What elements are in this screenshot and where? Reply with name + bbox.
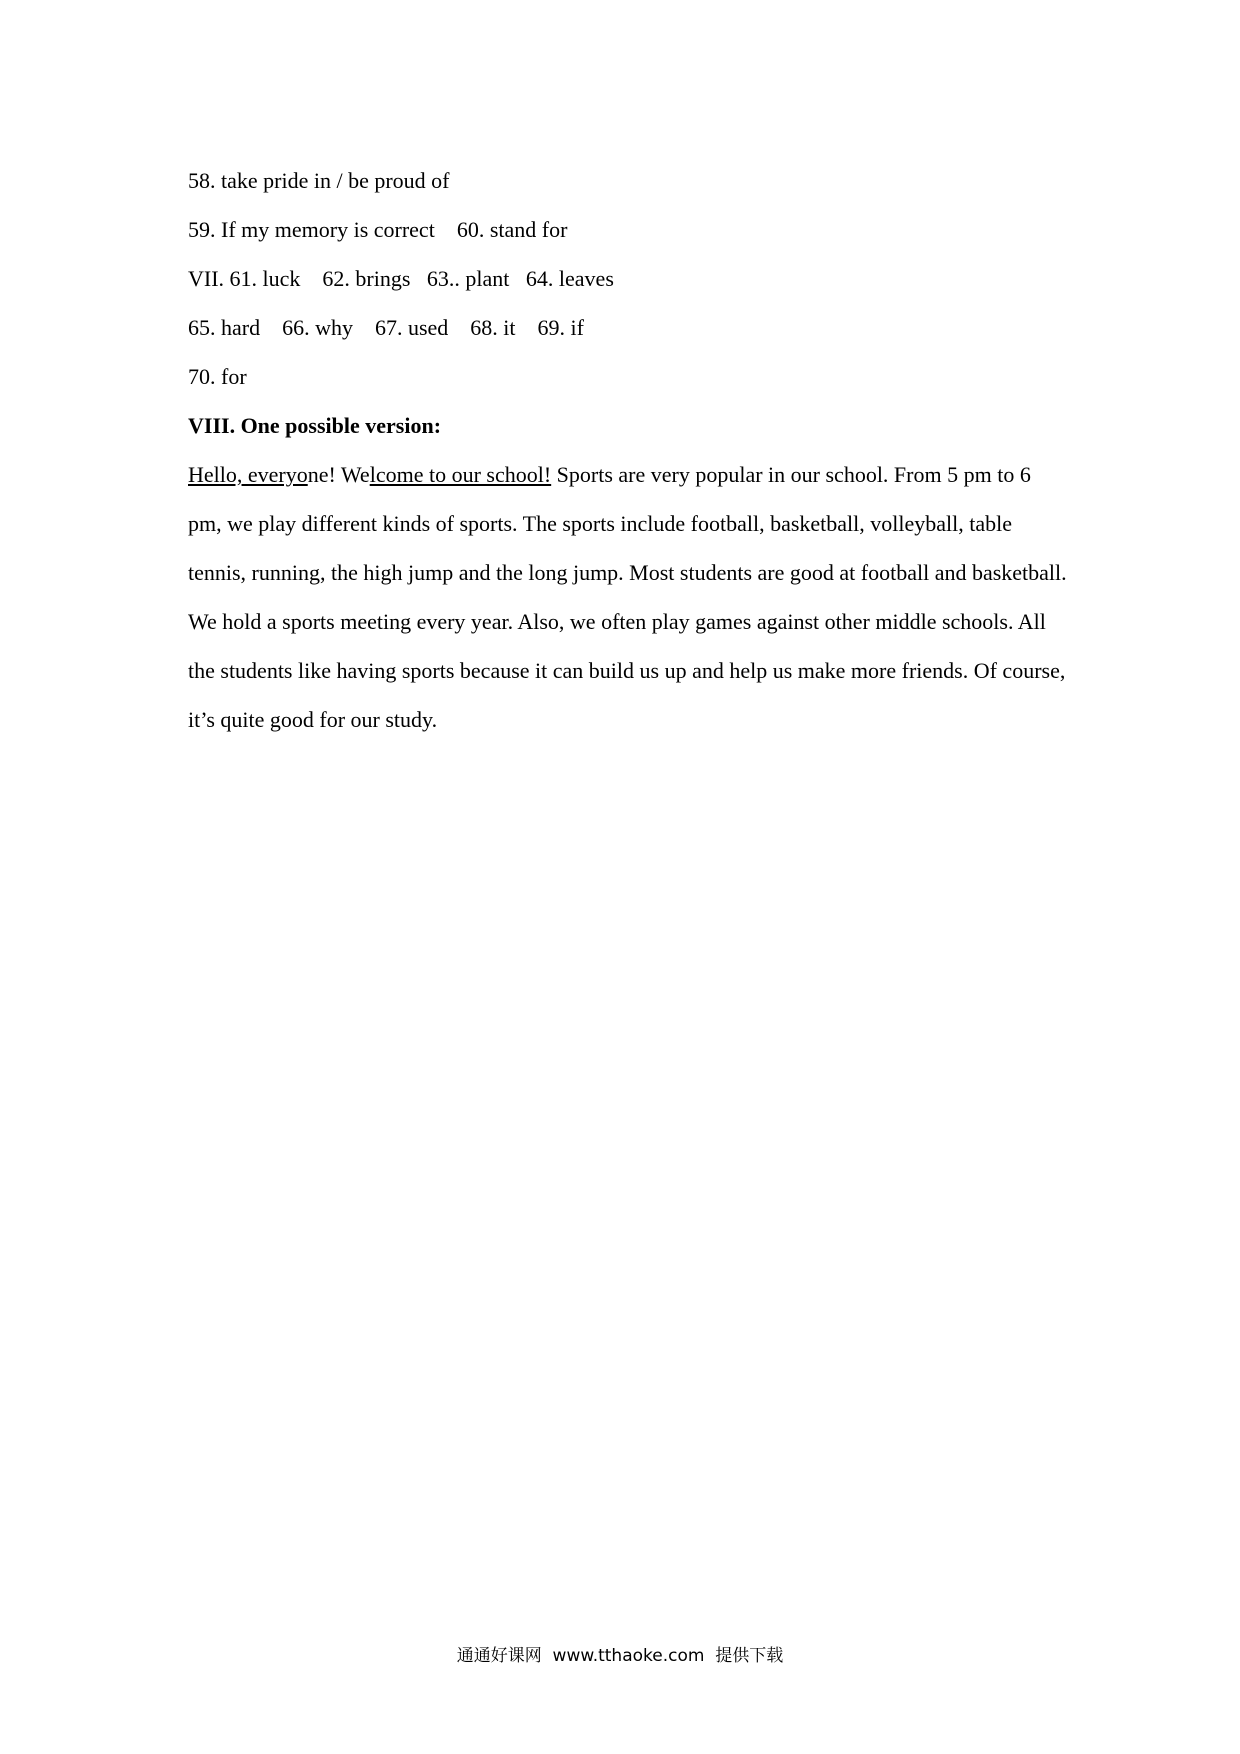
- page-content: [188, 156, 1068, 744]
- answer-line-61-64: VII. 61. luck 62. brings 63.. plant 64. leaves: [188, 266, 614, 291]
- answer-line-65-69: 65. hard 66. why 67. used 68. it 69. if: [188, 315, 584, 340]
- answer-line-58: 58. take pride in / be proud of: [188, 168, 450, 193]
- section-heading: VIII. One possible version:: [188, 413, 442, 438]
- answer-line-70: 70. for: [188, 364, 247, 389]
- essay-underlined-welcome: lcome to our school!: [369, 462, 552, 487]
- answer-line-59-60: 59. If my memory is correct 60. stand for: [188, 217, 568, 242]
- essay-text-segment: ne! We: [307, 462, 370, 487]
- essay-underlined-greeting: Hello, everyo: [188, 462, 308, 487]
- essay-paragraph: [188, 450, 1068, 744]
- essay-body: Sports are very popular in our school. From 5 pm to 6 pm, we play different kinds of sports. The sports include football, basketball, volleyball, table tennis, running, the high jump and the long jump. Most students are good at football and basketball. We hold a sports meeting every year. Also, we often play games against other middle schools. All the students like having sports because it can build us up and help us make more friends. Of course, it’s quite good for our study.: [188, 462, 1067, 732]
- page-footer: 通通好课网 www.tthaoke.com 提供下载: [456, 1646, 784, 1666]
